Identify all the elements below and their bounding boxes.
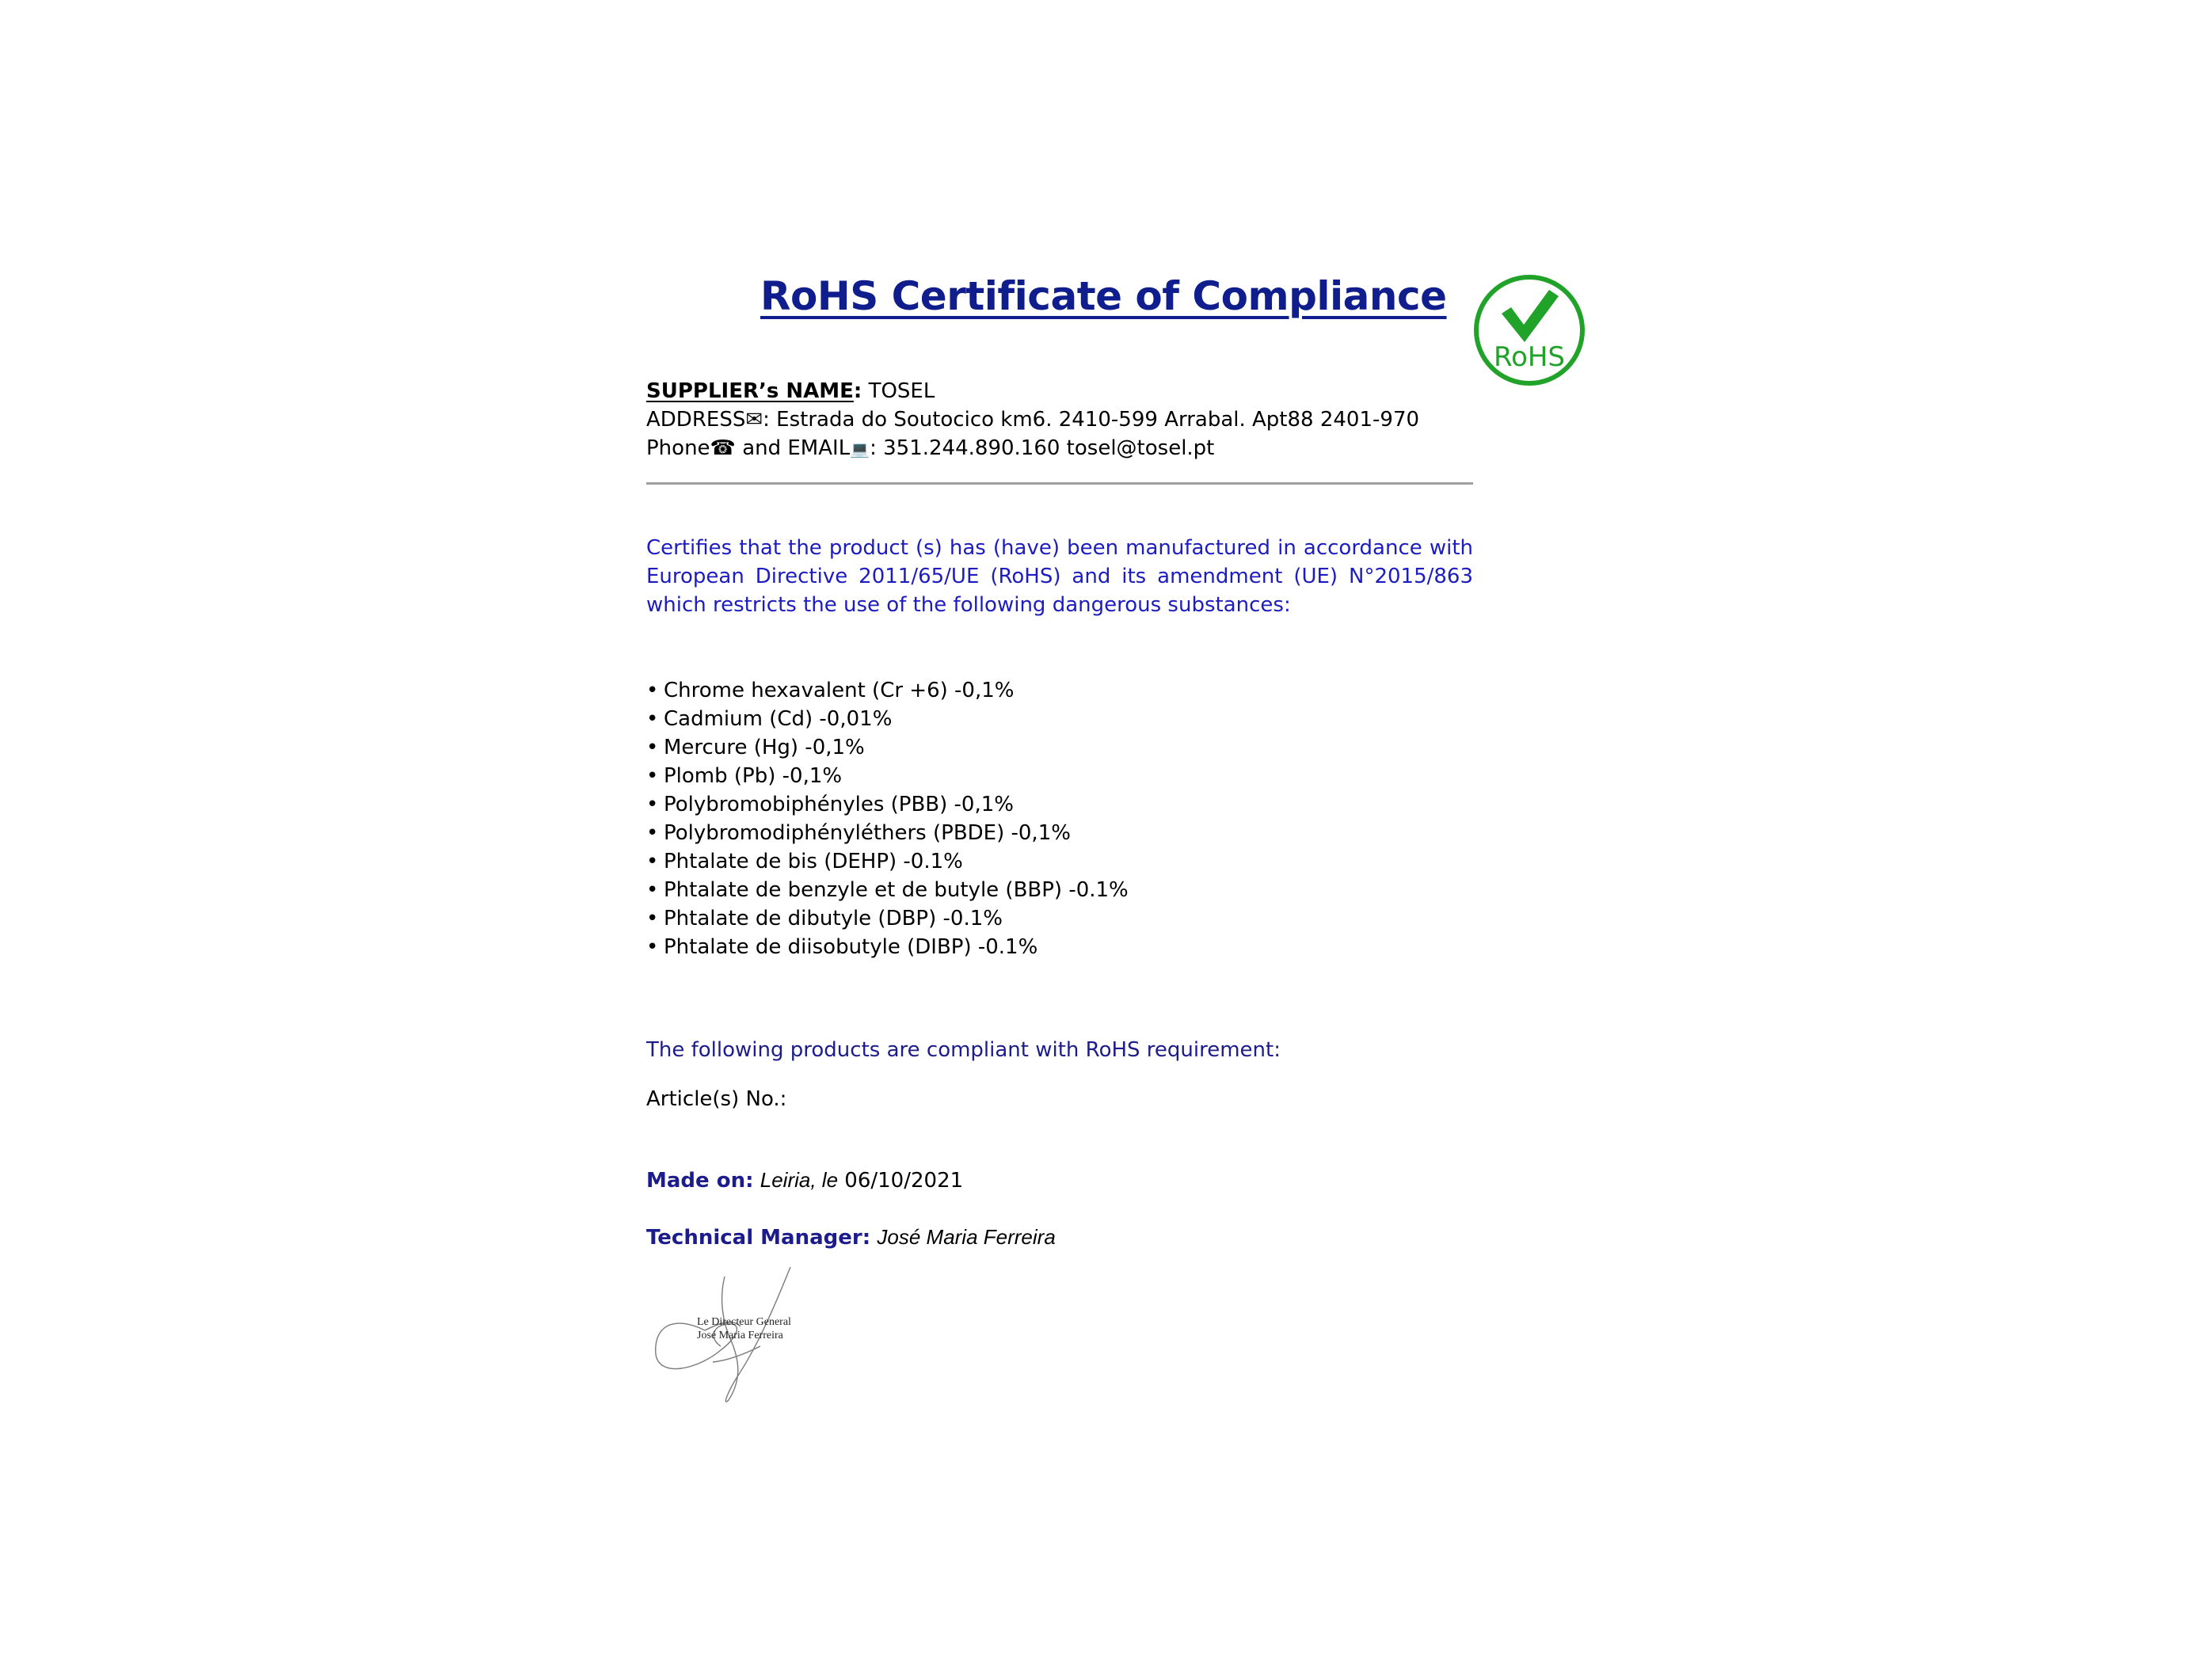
signature-line-2: José Maria Ferreira <box>697 1330 783 1341</box>
made-on-label: Made on: <box>646 1169 754 1193</box>
list-item <box>646 762 1129 790</box>
substance-text: Polybromobiphényles (PBB) -0,1% <box>664 793 1014 816</box>
substance-text: Polybromodiphényléthers (PBDE) -0,1% <box>664 821 1071 845</box>
substance-text: Chrome hexavalent (Cr +6) -0,1% <box>664 679 1015 702</box>
list-item <box>646 904 1129 933</box>
phone-label: Phone <box>646 436 710 460</box>
substance-text: Phtalate de bis (DEHP) -0.1% <box>664 850 963 873</box>
technical-manager-name: José Maria Ferreira <box>877 1225 1056 1249</box>
bullet: • <box>646 878 659 902</box>
telephone-icon: ☎ <box>710 436 736 460</box>
divider <box>646 482 1473 485</box>
contact-line <box>646 434 1214 463</box>
supplier-line <box>646 377 935 405</box>
made-on-date: 06/10/2021 <box>844 1169 964 1193</box>
substance-text: Phtalate de diisobutyle (DIBP) -0.1% <box>664 935 1038 959</box>
rohs-logo-text: RoHS <box>1493 341 1566 373</box>
bullet: • <box>646 821 659 845</box>
bullet: • <box>646 793 659 816</box>
address-value: : Estrada do Soutocico km6. 2410-599 Arrabal. Apt88 2401-970 <box>763 408 1420 432</box>
list-item <box>646 705 1129 733</box>
substance-text: Mercure (Hg) -0,1% <box>664 736 865 759</box>
list-item <box>646 733 1129 762</box>
list-item <box>646 847 1129 876</box>
computer-icon: 💻 <box>850 439 870 459</box>
list-item <box>646 676 1129 705</box>
made-on-line <box>646 1166 963 1195</box>
bullet: • <box>646 707 659 731</box>
supplier-colon: : <box>853 379 862 403</box>
address-line <box>646 405 1419 434</box>
list-item <box>646 790 1129 819</box>
made-on-place: Leiria, le <box>760 1168 839 1192</box>
substance-text: Plomb (Pb) -0,1% <box>664 764 843 788</box>
certifies-paragraph: Certifies that the product (s) has (have) been manufactured in accordance with European Directive 2011/65/UE (RoHS) and its amendment (UE) N°2015/863 which restricts the use of the following dangerous substances: <box>646 536 1473 617</box>
bullet: • <box>646 764 659 788</box>
supplier-name: TOSEL <box>868 379 935 403</box>
substance-text: Cadmium (Cd) -0,01% <box>664 707 893 731</box>
contact-value: : 351.244.890.160 tosel@tosel.pt <box>870 436 1215 460</box>
technical-manager-label: Technical Manager: <box>646 1226 871 1250</box>
list-item <box>646 876 1129 904</box>
bullet: • <box>646 907 659 930</box>
list-item <box>646 819 1129 847</box>
articles-label: Article(s) No.: <box>646 1087 787 1111</box>
bullet: • <box>646 679 659 702</box>
address-label: ADDRESS <box>646 408 746 432</box>
technical-manager-line <box>646 1223 1056 1252</box>
page-title: RoHS Certificate of Compliance <box>760 273 1447 319</box>
list-item <box>646 933 1129 961</box>
substances-list <box>646 676 1129 961</box>
compliant-statement: The following products are compliant with RoHS requirement: <box>646 1038 1281 1062</box>
substance-text: Phtalate de dibutyle (DBP) -0.1% <box>664 907 1003 930</box>
rohs-logo <box>1471 272 1587 388</box>
bullet: • <box>646 850 659 873</box>
envelope-icon: ✉ <box>745 408 763 432</box>
bullet: • <box>646 935 659 959</box>
email-label: and EMAIL <box>735 436 851 460</box>
signature-line-1: Le Directeur General <box>697 1316 791 1328</box>
substance-text: Phtalate de benzyle et de butyle (BBP) -0.1% <box>664 878 1129 902</box>
supplier-label: SUPPLIER’s NAME <box>646 379 854 403</box>
bullet: • <box>646 736 659 759</box>
